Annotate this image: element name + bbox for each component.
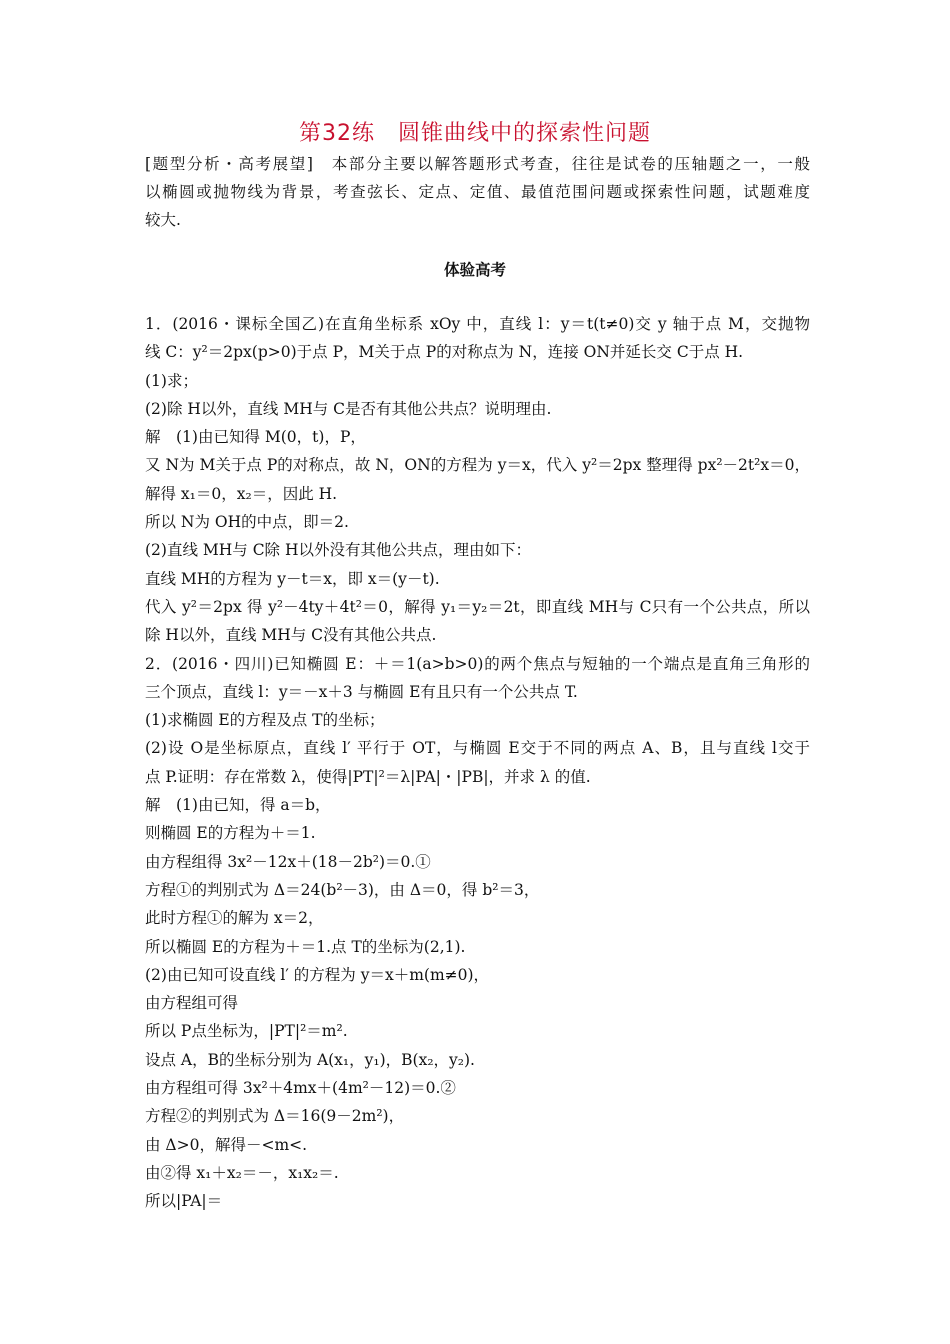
text-line: 由方程组可得 3x²＋4mx＋(4m²－12)＝0.② (145, 1079, 456, 1098)
text-line: 由方程组可得 (145, 994, 239, 1013)
intro-line: 较大. (145, 211, 181, 229)
text-line: 1．(2016・课标全国乙)在直角坐标系 xOy 中，直线 l：y＝t(t≠0)交 y 轴于点 M，交抛物 (145, 315, 810, 333)
text-line: 方程②的判别式为 Δ＝16(9－2m²)， (145, 1107, 405, 1126)
text-line: (1)求； (145, 371, 198, 390)
problem-text (145, 310, 810, 1216)
text-line: 所以 N为 OH的中点，即＝2. (145, 513, 349, 532)
text-line: 所以|PA|＝ (145, 1192, 223, 1211)
section-title: 体验高考 (443, 261, 506, 279)
text-line: (1)求椭圆 E的方程及点 T的坐标； (145, 711, 385, 730)
text-line: 由方程组得 3x²－12x＋(18－2b²)＝0.① (145, 852, 431, 871)
text-line: 此时方程①的解为 x＝2， (145, 909, 324, 928)
text-line: (2)设 O是坐标原点，直线 l′ 平行于 OT，与椭圆 E交于不同的两点 A、B，且与直线 l交于 (145, 739, 810, 758)
text-line: 方程①的判别式为 Δ＝24(b²－3)，由 Δ＝0，得 b²＝3， (145, 880, 540, 899)
text-line: (2)直线 MH与 C除 H以外没有其他公共点，理由如下： (145, 541, 532, 560)
text-line: 解 (1)由已知得 M(0，t)，P， (145, 428, 366, 447)
intro-paragraph (145, 150, 810, 234)
text-line: 所以椭圆 E的方程为＋＝1.点 T的坐标为(2,1). (145, 937, 466, 956)
text-line: (2)由已知可设直线 l′ 的方程为 y＝x＋m(m≠0)， (145, 965, 490, 984)
text-line: 设点 A，B的坐标分别为 A(x₁，y₁)，B(x₂，y₂). (145, 1050, 475, 1069)
text-line: 由 Δ>0，解得－<m<. (145, 1135, 308, 1154)
text-line: 代入 y²＝2px 得 y²－4ty＋4t²＝0，解得 y₁＝y₂＝2t，即直线 MH与 C只有一个公共点，所以 (145, 597, 810, 616)
intro-line: 以椭圆或抛物线为背景，考查弦长、定点、定值、最值范围问题或探索性问题，试题难度 (145, 183, 810, 201)
intro-line: [题型分析・高考展望] 本部分主要以解答题形式考查，往往是试卷的压轴题之一，一般 (145, 155, 810, 173)
text-line: 直线 MH的方程为 y－t＝x，即 x＝(y－t). (145, 569, 440, 588)
text-line: 由②得 x₁＋x₂＝－，x₁x₂＝. (145, 1163, 339, 1182)
page-title: 第32练 圆锥曲线中的探索性问题 (299, 121, 651, 146)
text-line: (2)除 H以外，直线 MH与 C是否有其他公共点？说明理由. (145, 399, 552, 418)
text-line: 点 P.证明：存在常数 λ，使得|PT|²＝λ|PA|・|PB|，并求 λ 的值. (145, 767, 591, 786)
text-line: 则椭圆 E的方程为＋＝1. (145, 824, 316, 843)
text-line: 解得 x₁＝0，x₂＝，因此 H. (145, 484, 338, 503)
text-line: 三个顶点，直线 l：y＝－x＋3 与椭圆 E有且只有一个公共点 T. (145, 682, 578, 701)
text-line: 又 N为 M关于点 P的对称点，故 N，ON的方程为 y＝x，代入 y²＝2px 整理得 px²－2t²x＝0， (145, 456, 810, 475)
text-line: 除 H以外，直线 MH与 C没有其他公共点. (145, 626, 437, 645)
text-line: 所以 P点坐标为，|PT|²＝m². (145, 1022, 348, 1041)
text-line: 2．(2016・四川)已知椭圆 E：＋＝1(a>b>0)的两个焦点与短轴的一个端点是直角三角形的 (145, 654, 810, 673)
text-line: 解 (1)由已知，得 a＝b， (145, 796, 331, 815)
text-line: 线 C：y²＝2px(p>0)于点 P，M关于点 P的对称点为 N，连接 ON并延长交 C于点 H. (145, 343, 744, 362)
